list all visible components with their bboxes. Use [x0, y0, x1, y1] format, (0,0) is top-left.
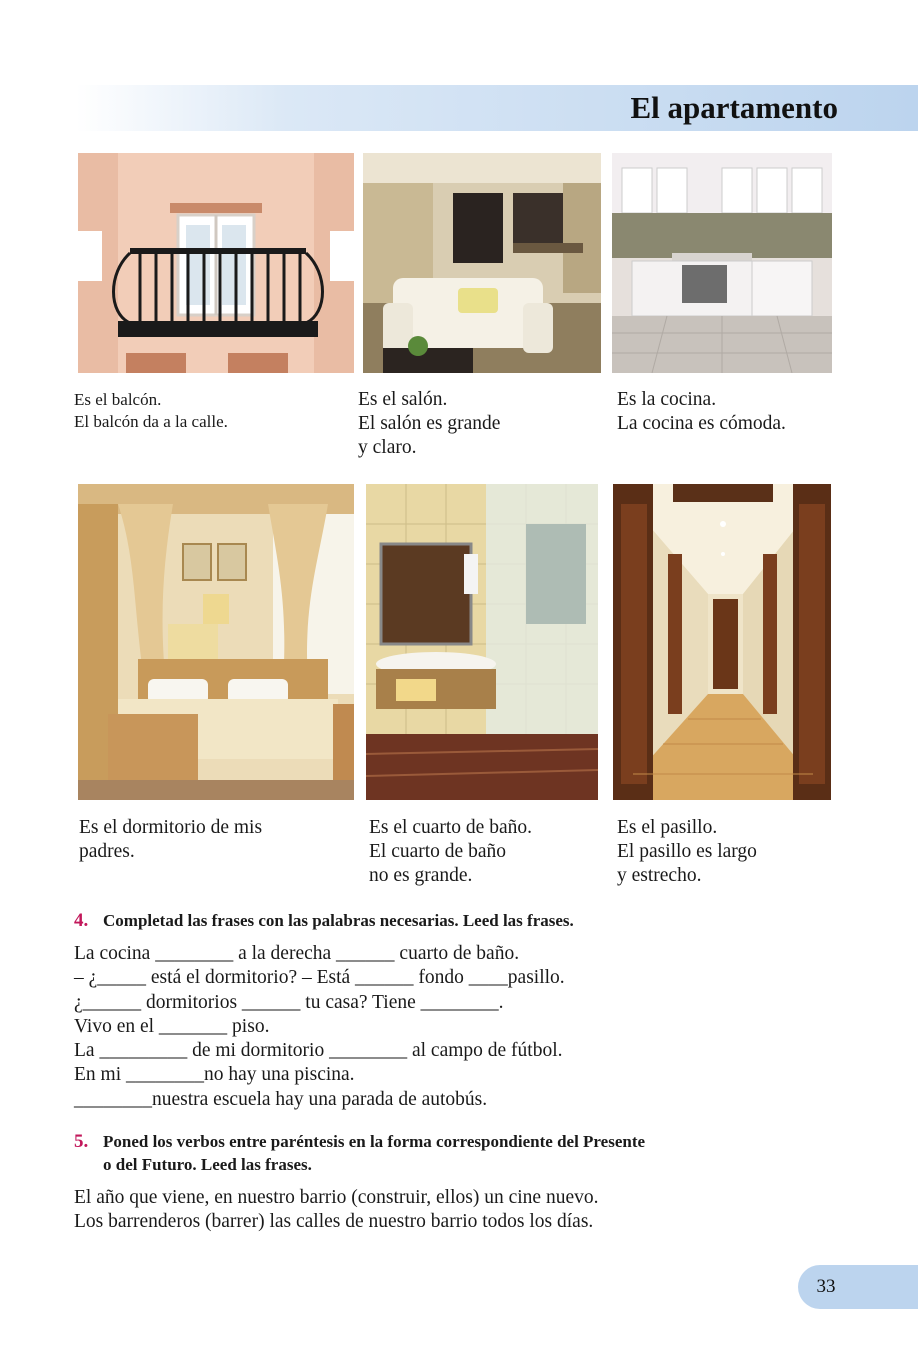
exercise-number: 5. — [74, 1131, 89, 1152]
exercise-lines — [74, 1186, 864, 1235]
balcony-photo — [78, 153, 354, 373]
caption-bathroom — [369, 816, 532, 888]
exercise-instruction — [103, 1130, 645, 1176]
exercise-header — [74, 909, 854, 932]
page-title: El apartamento — [630, 90, 838, 125]
instruction-line: o del Futuro. Leed las frases. — [103, 1155, 312, 1174]
exercise-line: La cocina ________ a la derecha ______ cuarto de baño. — [74, 943, 520, 964]
caption-line: Es el cuarto de baño. — [369, 817, 532, 838]
caption-line: El salón es grande — [358, 413, 501, 434]
caption-line: Es el salón. — [358, 389, 448, 410]
caption-line: no es grande. — [369, 865, 473, 886]
caption-line: El cuarto de baño — [369, 841, 506, 862]
caption-line: Es el balcón. — [74, 390, 162, 409]
living-room-photo — [363, 153, 601, 373]
exercise-4 — [74, 909, 854, 1112]
instruction-line: Poned los verbos entre paréntesis en la forma correspondiente del Presente — [103, 1132, 646, 1151]
exercise-header — [74, 1130, 864, 1176]
caption-line: Es la cocina. — [617, 389, 717, 410]
exercise-line: ________nuestra escuela hay una parada de autobús. — [74, 1088, 488, 1110]
exercise-line: Vivo en el _______ piso. — [74, 1015, 270, 1037]
exercise-instruction: Completad las frases con las palabras necesarias. Leed las frases. — [103, 911, 574, 930]
exercise-line: – ¿_____ está el dormitorio? – Está ______ fondo ____pasillo. — [74, 967, 565, 989]
caption-line: padres. — [79, 841, 135, 862]
caption-living-room — [358, 388, 500, 460]
caption-line: Es el dormitorio de mis — [79, 817, 263, 838]
caption-line: y claro. — [358, 437, 417, 458]
page-number: 33 — [816, 1276, 836, 1297]
kitchen-photo — [612, 153, 832, 373]
exercise-line: En mi ________no hay una piscina. — [74, 1064, 355, 1086]
caption-balcony — [74, 389, 228, 433]
exercise-number: 4. — [74, 910, 89, 931]
caption-line: y estrecho. — [617, 865, 702, 886]
bathroom-photo — [366, 484, 598, 800]
caption-line: El balcón da a la calle. — [74, 412, 228, 431]
exercise-5 — [74, 1130, 864, 1235]
exercise-line: La _________ de mi dormitorio ________ al campo de fútbol. — [74, 1040, 563, 1062]
exercise-line: Los barrenderos (barrer) las calles de nuestro barrio todos los días. — [74, 1211, 594, 1233]
caption-line: La cocina es cómoda. — [617, 413, 786, 434]
exercise-line: ¿______ dormitorios ______ tu casa? Tiene ________. — [74, 991, 504, 1013]
bedroom-photo — [78, 484, 354, 800]
caption-bedroom — [79, 816, 262, 864]
caption-kitchen — [617, 388, 786, 436]
exercise-line: El año que viene, en nuestro barrio (construir, ellos) un cine nuevo. — [74, 1187, 599, 1208]
hallway-photo — [613, 484, 831, 800]
caption-line: Es el pasillo. — [617, 817, 718, 838]
exercise-lines — [74, 942, 854, 1112]
caption-hallway — [617, 816, 757, 888]
caption-line: El pasillo es largo — [617, 841, 757, 862]
